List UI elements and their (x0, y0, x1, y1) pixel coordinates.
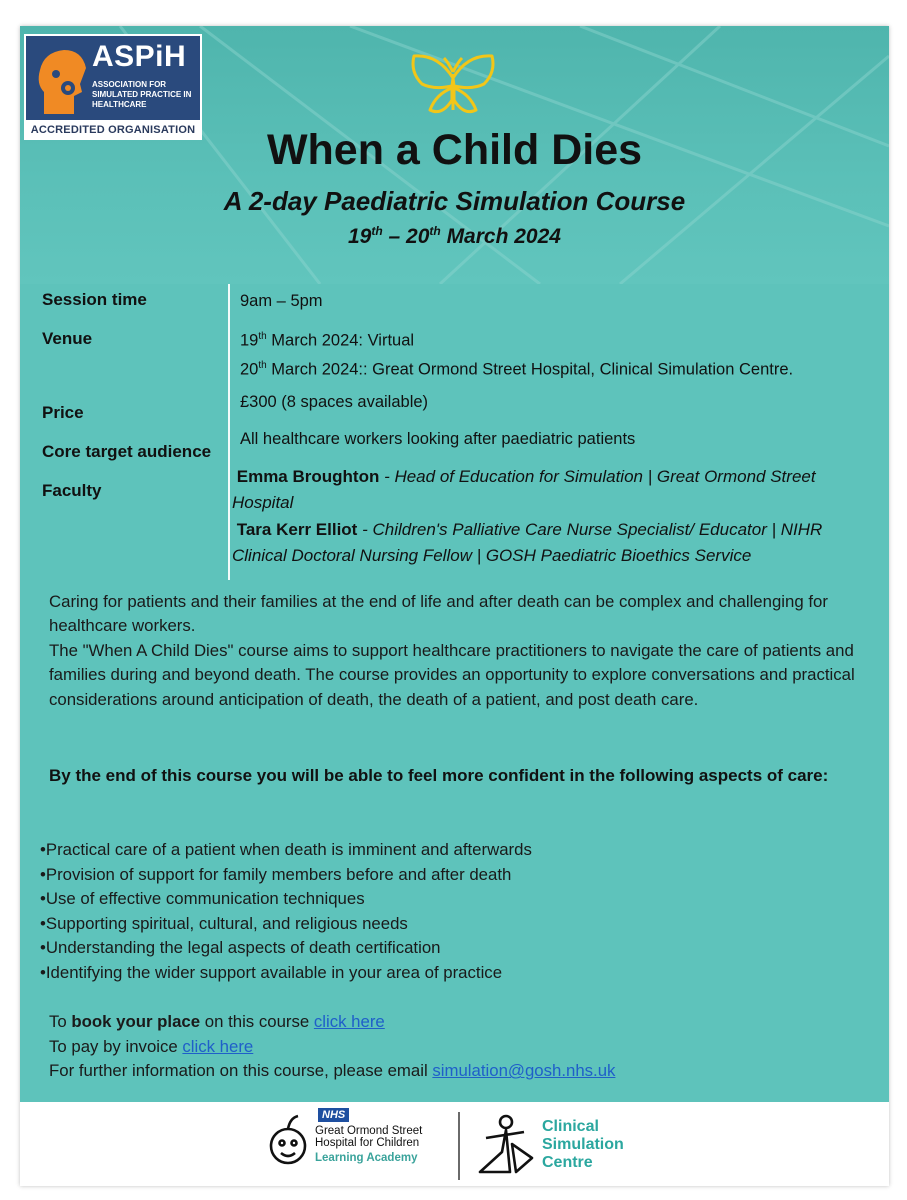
venue-day-1: 19th March 2024: Virtual (240, 331, 415, 350)
course-description: The "When A Child Dies" course aims to support healthcare practitioners to navigate the care of patients and families during and beyond death. The course provides an opportunity to explore conversations and practical considerations around anticipation of death, the death of a patient, and post death care. (49, 641, 855, 709)
footer-divider (458, 1112, 460, 1180)
page-title: When a Child Dies (266, 126, 643, 174)
list-item: •Practical care of a patient when death is imminent and afterwards (40, 840, 532, 859)
venue-label: Venue (42, 329, 93, 348)
learning-academy-label: Learning Academy (315, 1152, 418, 1164)
faculty-label: Faculty (42, 481, 102, 500)
list-item: •Understanding the legal aspects of death certification (40, 938, 441, 958)
faculty-member: Emma Broughton - Head of Education for Simulation | Great Ormond Street Hospital (232, 467, 816, 512)
clinical-simulation-centre-label: Clinical Simulation Centre (542, 1118, 624, 1171)
aspih-name: ASPiH (92, 40, 187, 73)
book-line: To book your place on this course click here (49, 1012, 385, 1031)
invoice-line: To pay by invoice click here (49, 1036, 254, 1056)
contact-line: For further information on this course, please email simulation@gosh.nhs.uk (49, 1061, 616, 1081)
outcomes-heading: By the end of this course you will be able to feel more confident in the following aspects of care: (49, 766, 829, 785)
accreditation-label: ACCREDITED ORGANISATION (30, 124, 196, 136)
nhs-badge: NHS (318, 1108, 349, 1122)
list-item: •Provision of support for family members before and after death (40, 864, 512, 884)
list-item: •Identifying the wider support available in your area of practice (40, 962, 503, 982)
audience-label: Core target audience (42, 442, 212, 461)
course-subtitle: A 2-day Paediatric Simulation Course (223, 186, 686, 216)
course-dates: 19th – 20th March 2024 (348, 224, 561, 248)
list-item: •Use of effective communication techniques (40, 889, 365, 909)
intro-paragraph: Caring for patients and their families at the end of life and after death can be complex and challenging for healthcare workers. (49, 592, 828, 636)
price-value: £300 (8 spaces available) (240, 393, 429, 411)
booking-info (49, 1010, 849, 1084)
session-time-label: Session time (42, 290, 147, 309)
simulation-figure-icon (476, 1112, 538, 1178)
aspih-subtitle: ASSOCIATION FOR SIMULATED PRACTICE IN HEALTHCARE (92, 80, 192, 109)
list-item: •Supporting spiritual, cultural, and religious needs (40, 913, 408, 933)
footer-logos (20, 1102, 889, 1186)
header-banner (20, 26, 889, 284)
course-poster (20, 26, 889, 1186)
details-divider (228, 284, 230, 580)
session-time-value: 9am – 5pm (240, 292, 323, 310)
faculty-member: Tara Kerr Elliot - Children's Palliative Care Nurse Specialist/ Educator | NIHR Clinical Doctoral Nursing Fellow | GOSH Paediatric Bioethics Service (232, 520, 823, 565)
book-place-link[interactable]: click here (313, 1012, 385, 1031)
butterfly-icon (408, 50, 498, 120)
gosh-name: Great Ormond Street Hospital for Children (315, 1125, 423, 1149)
head-gear-icon (34, 44, 90, 116)
child-face-icon (266, 1110, 310, 1176)
audience-value: All healthcare workers looking after paediatric patients (240, 430, 636, 448)
outcomes-list (40, 838, 840, 986)
price-label: Price (42, 403, 84, 422)
venue-day-2: 20th March 2024:: Great Ormond Street Hospital, Clinical Simulation Centre. (240, 360, 794, 379)
email-link[interactable]: simulation@gosh.nhs.uk (432, 1061, 616, 1081)
aspih-logo (24, 34, 202, 140)
pay-invoice-link[interactable]: click here (182, 1036, 254, 1056)
